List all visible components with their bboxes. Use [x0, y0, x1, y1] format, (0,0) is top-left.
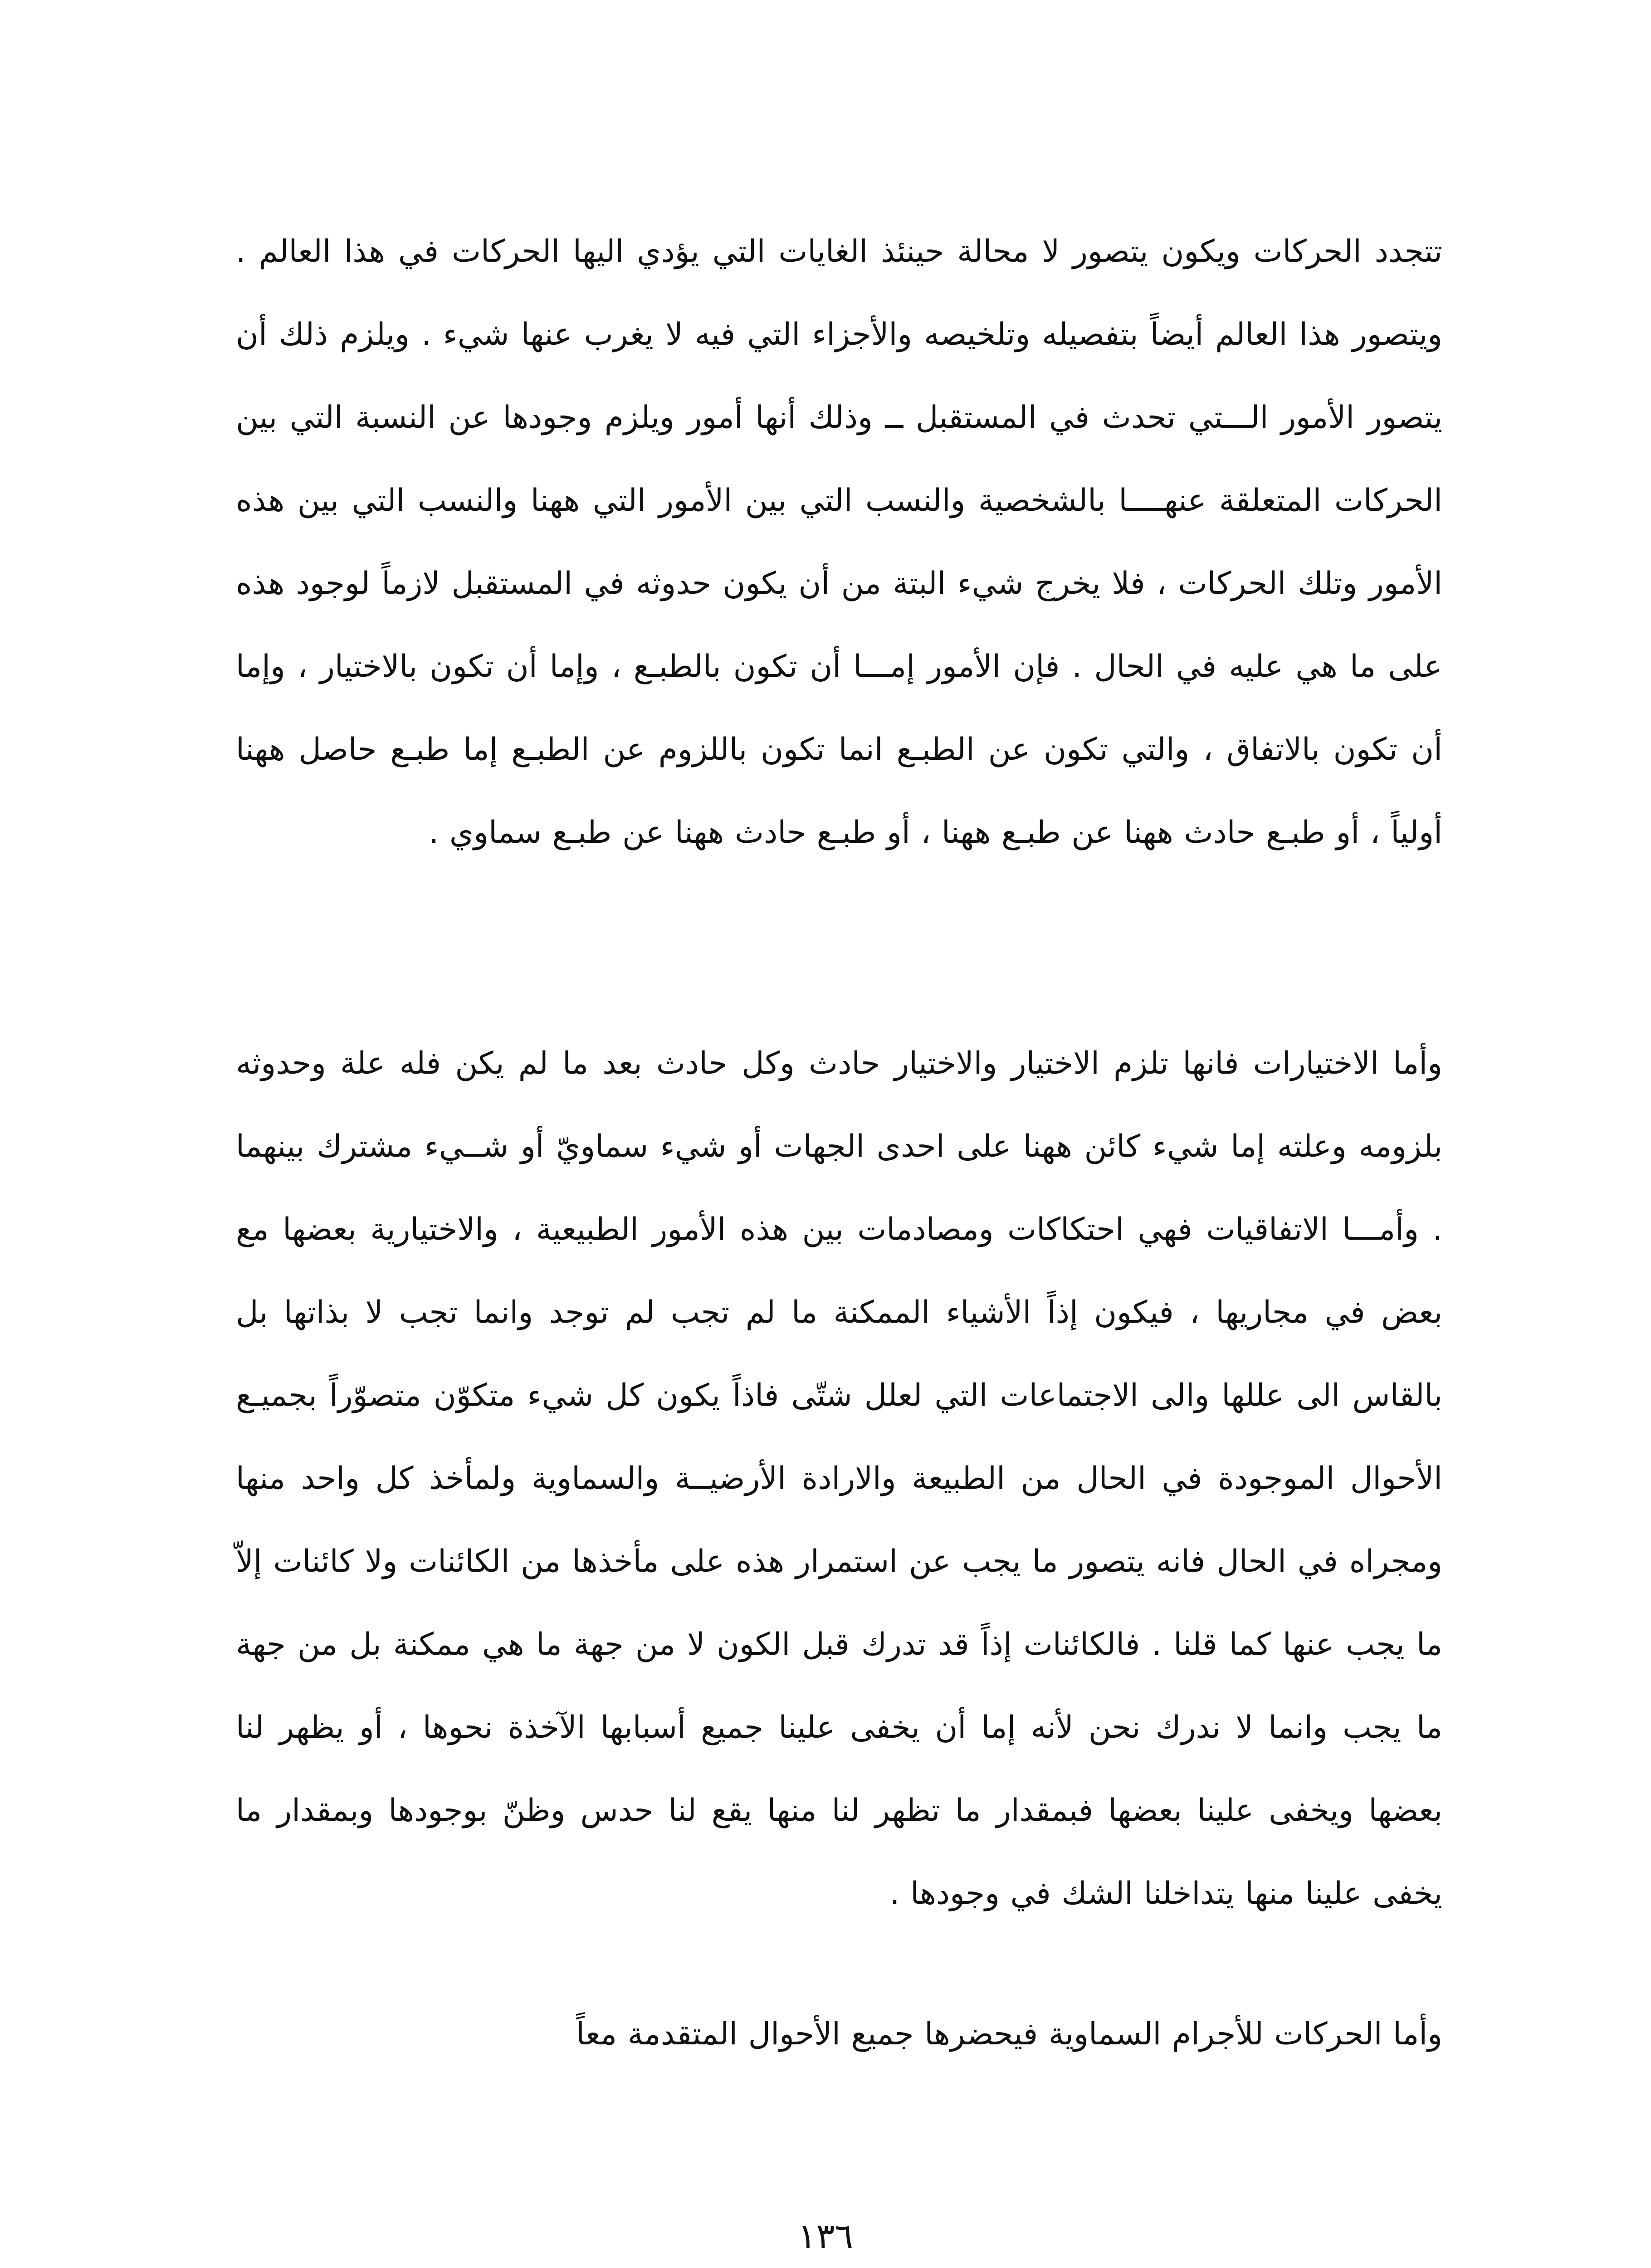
paragraph-3: وأما الحركات للأجرام السماوية فيحضرها جميع الأحوال المتقدمة معاً [576, 2016, 1442, 2052]
paragraph-2: وأما الاختيارات فانها تلزم الاختيار والاختيار حادث وكل حادث بعد ما لم يكن فله علة وحدوثه بلزومه وعلته إما شيء كائن ههنا على احدى الجهات أو شيء سماويّ أو شــيء مشترك بينهما . وأمـــا الاتفاقيات فهي احتكاكات ومصادمات بين هذه الأمور الطبيعية ، والاختيارية بعضها مع بعض في مجاريها ، فيكون إذاً الأشياء الممكنة ما لم تجب لم توجد وانما تجب لا بذاتها بل بالقاس الى عللها والى الاجتماعات التي لعلل شتّى فاذاً يكون كل شيء متكوّن متصوّراً بجميـع الأحوال الموجودة في الحال من الطبيعة والارادة الأرضيــة والسماوية ولمأخذ كل واحد منها ومجراه في الحال فانه يتصور ما يجب عن استمرار هذه على مأخذها من الكائنات ولا كائنات إلاّ ما يجب عنها كما قلنا . فالكائنات إذاً قد تدرك قبل الكون لا من جهة ما هي ممكنة بل من جهة ما يجب وانما لا ندرك نحن لأنه إما أن يخفى علينا جميع أسبابها الآخذة نحوها ، أو يظهر لنا بعضها ويخفى علينا بعضها فبمقدار ما تظهر لنا منها يقع لنا حدس وظنّ بوجودها وبمقدار ما يخفى علينا منها يتداخلنا الشك في وجودها . [236, 1046, 1442, 1911]
paragraph-1: تتجدد الحركات ويكون يتصور لا محالة حينئذ الغايات التي يؤدي اليها الحركات في هذا العالم . ويتصور هذا العالم أيضاً بتفصيله وتلخيصه والأجزاء التي فيه لا يغرب عنها شيء . ويلزم ذلك أن يتصور الأمور الـــتي تحدث في المستقبل ــ وذلك أنها أمور ويلزم وجودها عن النسبة التي بين الحركات المتعلقة عنهــــا بالشخصية والنسب التي بين الأمور التي ههنا والنسب التي بين هذه الأمور وتلك الحركات ، فلا يخرج شيء البتة من أن يكون حدوثه في المستقبل لازماً لوجود هذه على ما هي عليه في الحال . فإن الأمور إمـــا أن تكون بالطبـع ، وإما أن تكون بالاختيار ، وإما أن تكون بالاتفاق ، والتي تكون عن الطبـع انما تكون باللزوم عن الطبـع إما طبـع حاصل ههنا أولياً ، أو طبـع حادث ههنا عن طبـع ههنا ، أو طبـع حادث ههنا عن طبـع سماوي . [236, 234, 1442, 850]
page-number: ١٣٦ [797, 2216, 854, 2256]
